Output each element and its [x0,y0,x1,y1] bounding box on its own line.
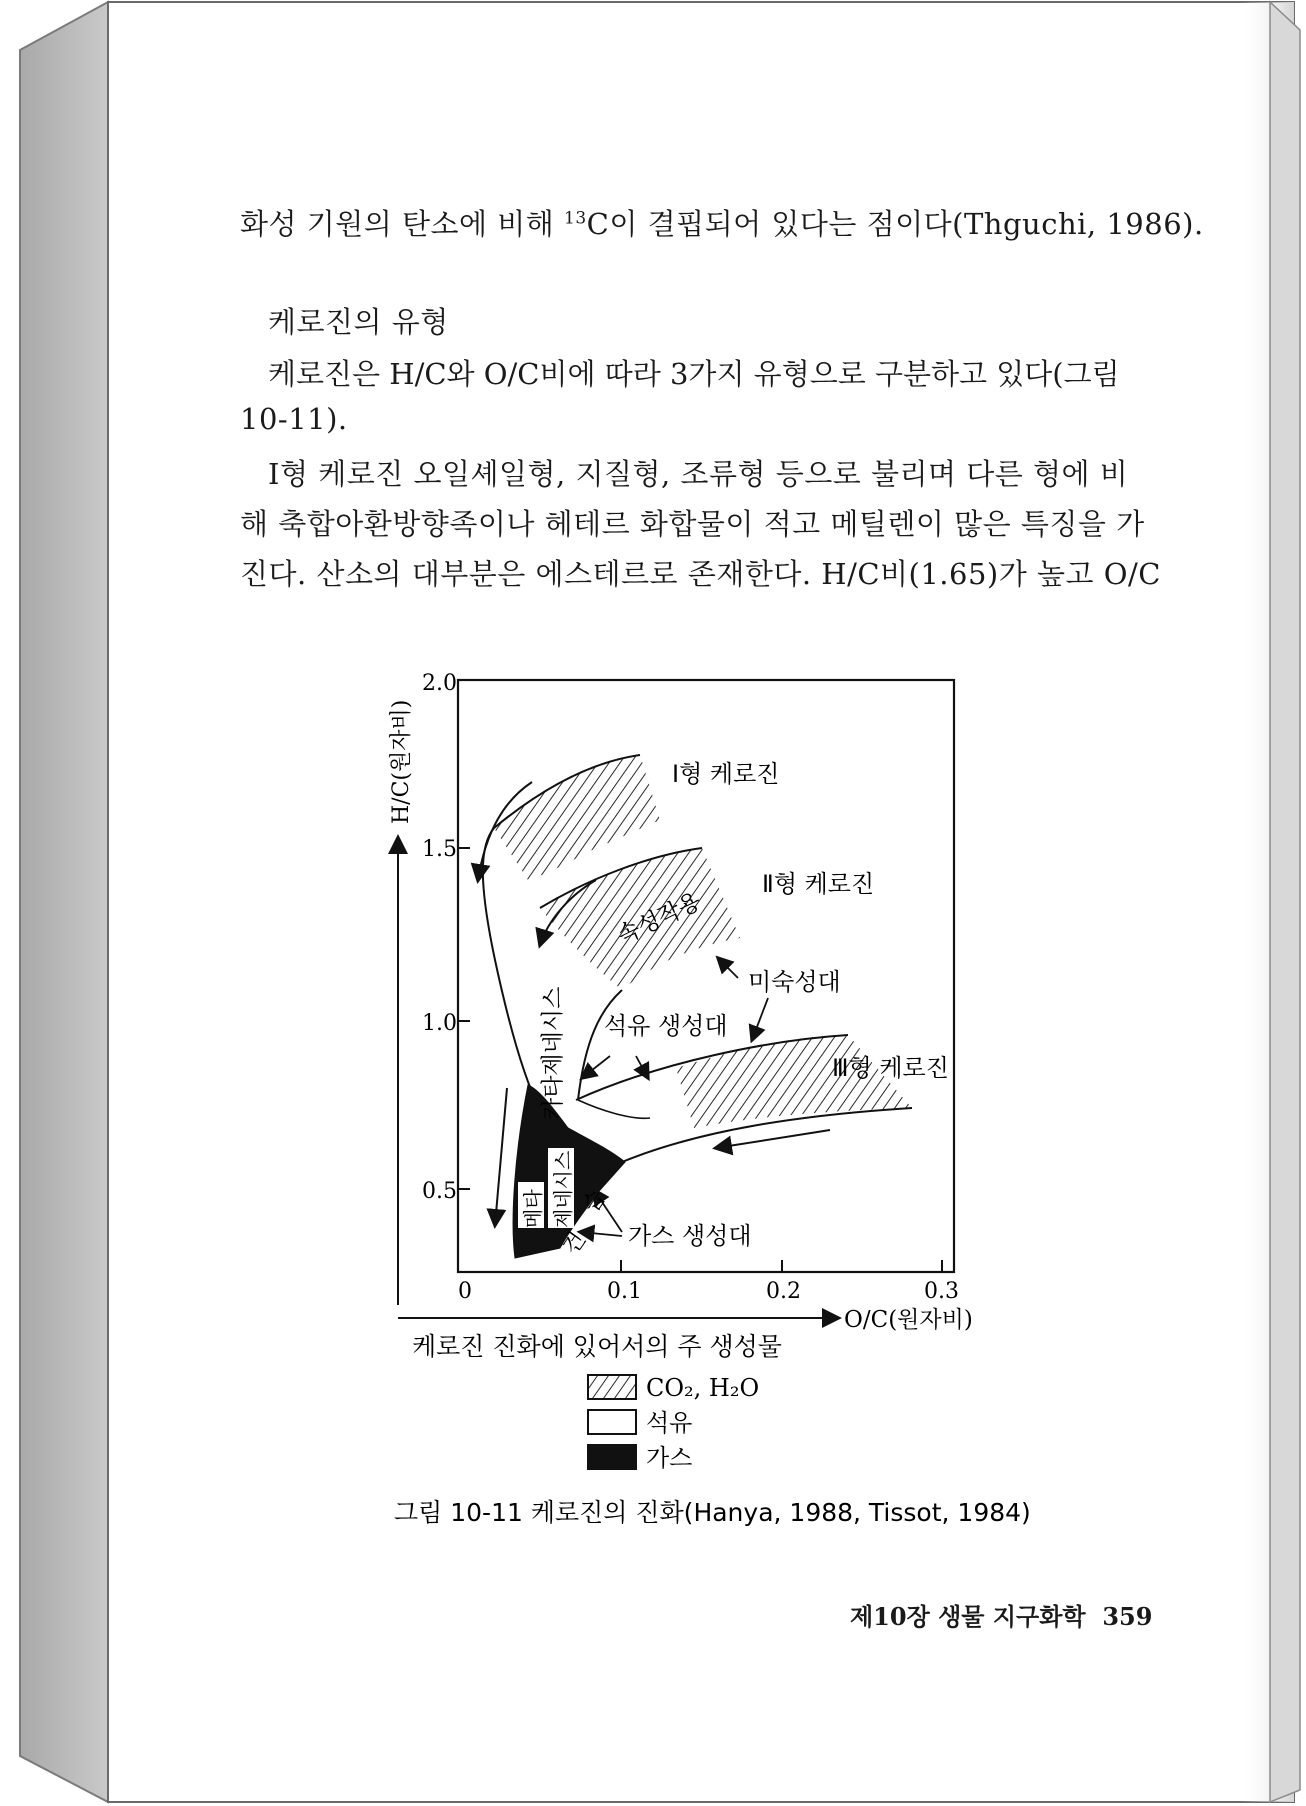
wet-gas-label: 습 [578,1185,612,1218]
y-tick-label: 2.0 [422,671,457,696]
para1-line-2: 10-11). [240,402,348,436]
immature-pointer-2 [752,998,768,1040]
x-tick-label: 0.2 [766,1279,801,1304]
legend-label-oil: 석유 [646,1409,693,1437]
para2-line-1: Ⅰ형 케로진 오일셰일형, 지질형, 조류형 등으로 불리며 다른 형에 비 [268,457,1129,491]
immature-zone-label: 미숙성대 [748,968,841,996]
y-axis-label: H/C(원자비) [389,699,414,824]
gas-zone-pointer-2 [580,1232,622,1236]
x-tick-label: 0 [458,1279,472,1304]
page-number: 359 [1102,1602,1153,1631]
para2-line-3: 진다. 산소의 대부분은 에스테르로 존재한다. H/C비(1.65)가 높고 O/C [240,557,1161,591]
legend-label-co2-h2o: CO₂, H₂O [646,1374,760,1402]
legend-label-gas: 가스 [646,1444,693,1472]
legend-title: 케로진 진화에 있어서의 주 생성물 [412,1332,782,1361]
section-heading: 케로진의 유형 [268,305,449,339]
type3-label: Ⅲ형 케로진 [832,1054,949,1082]
chapter-title: 제10장 생물 지구화학 [850,1602,1086,1631]
catagenesis-label: 카타제네시스 [540,986,566,1120]
metagenesis-down-arrow [495,1088,507,1225]
para2-line-2: 해 축합아환방향족이나 헤테르 화합물이 적고 메틸렌이 많은 특징을 가 [240,507,1145,541]
body-line-1-pre: 화성 기원의 탄소에 비해 [240,207,565,241]
legend-white-swatch [588,1410,636,1434]
oil-window-boundary [578,1100,650,1118]
type3-direction-arrow [716,1130,830,1148]
para1-line-1-text: 케로진은 H/C와 O/C비에 따라 3가지 유형으로 구분하고 있다(그림 [268,357,1120,391]
dry-gas-label: 건 [558,1227,592,1260]
page-footer [850,1597,1152,1632]
y-tick-label: 0.5 [422,1179,457,1204]
y-tick-label: 1.0 [422,1011,457,1036]
oil-zone-pointer-left [582,1056,610,1078]
oil-zone-label: 석유 생성대 [604,1012,728,1040]
figure-caption: 그림 10-11 케로진의 진화(Hanya, 1988, Tissot, 1984) [394,1498,1031,1527]
type2-label: Ⅱ형 케로진 [762,870,875,898]
y-tick-label: 1.5 [422,837,457,862]
x-tick-label: 0.1 [607,1279,642,1304]
immature-pointer [718,958,738,978]
diagenesis-label: 속성작용 [613,888,706,950]
type1-label: Ⅰ형 케로진 [672,760,780,788]
x-axis-label: O/C(원자비) [844,1307,973,1333]
gas-zone-label: 가스 생성대 [628,1222,752,1250]
metagenesis-label-b: 제네시스 [551,1150,575,1228]
x-tick-label: 0.3 [924,1279,959,1304]
metagenesis-label-a: 메타 [521,1189,545,1228]
legend-hatch-swatch [588,1375,636,1399]
carbon-isotope-superscript: 13 [564,208,587,229]
body-line-1-post: C이 결핍되어 있다는 점이다(Thguchi, 1986). [586,207,1204,241]
legend-black-swatch [588,1445,636,1469]
